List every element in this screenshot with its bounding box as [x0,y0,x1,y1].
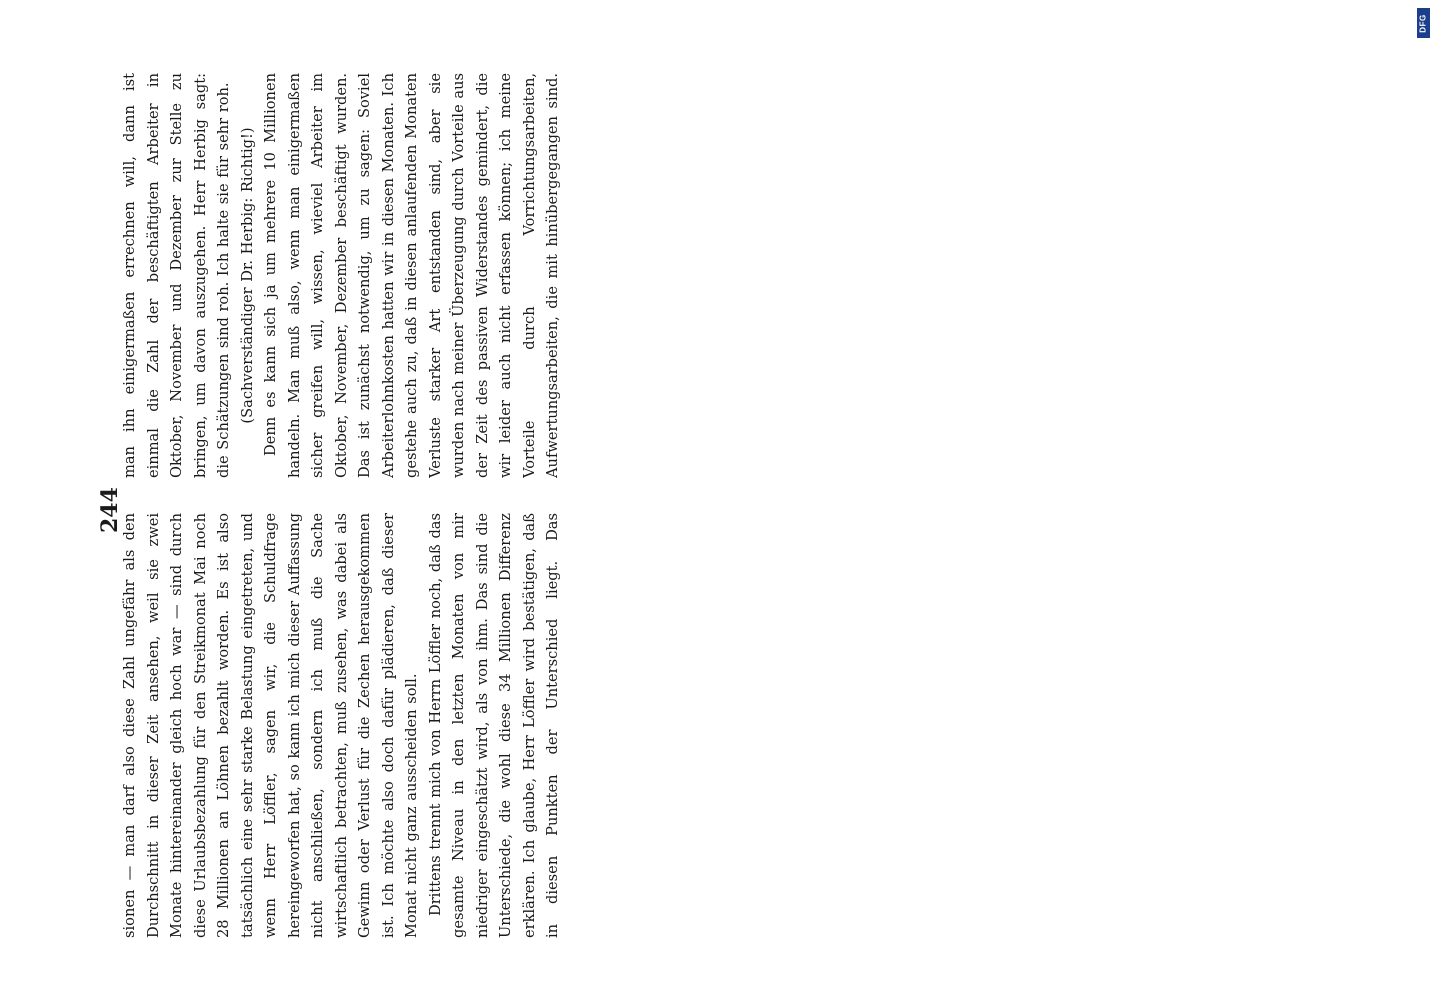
page-number: 244 [97,487,123,533]
dfg-logo [1417,8,1430,38]
left_column-paragraph [118,513,424,938]
right_column-paragraph [236,73,260,478]
paragraph-text: Denn es kann sich ja um mehrere 10 Millionen handeln. Man muß also, wenn man einigermaßen sicher greifen will, wissen, wieviel Arbeiter im Oktober, November, Dezember beschäftigt wurden. Das ist zunächst notwendig, um zu sagen: Soviel Arbeiterlohnkosten hatten wir in diesen Monaten. Ich gestehe auch zu, daß in diesen anlaufenden Monaten Verluste starker Art entstanden sind, aber sie wurden nach meiner Überzeugung durch Vorteile aus der Zeit des passiven Widerstandes gemindert, die wir leider auch nicht erfassen können; ich meine Vorteile durch Vorrichtungsarbeiten, Aufwertungsarbeiten, die mit hinübergegangen sind. [262,73,561,478]
paragraph-text: man ihn einigermaßen errechnen will, dann ist einmal die Zahl der beschäftigten Arbeiter in Oktober, November und Dezember zur Stelle zu bringen, um davon auszugehen. Herr Herbig sagt: die Schätzungen sind roh. Ich halte sie für sehr roh. [121,73,232,478]
paragraph-text: Drittens trennt mich von Herrn Löffler noch, daß das gesamte Niveau in den letzten Monaten von mir niedriger eingeschätzt wird, als von ihm. Das sind die Unterschiede, die wohl diese 34 Millionen Differenz erklären. Ich glaube, Herr Löffler wird bestätigen, daß in diesen Punkten der Unterschied liegt. Das [426,513,561,938]
dfg-logo-text: DFG [1419,13,1429,33]
paragraph-text: sionen — man darf also diese Zahl ungefähr als den Durchschnitt in dieser Zeit ansehen, weil sie zwei Monate hintereinander gleich hoch war — sind durch diese Urlaubsbezahlung für den Streikmonat Mai noch 28 Millionen an Löhnen bezahlt worden. Es ist also tatsächlich eine sehr starke Belastung eingetreten, und wenn Herr Löffler, sagen wir, die Schuldfrage hereingeworfen hat, so kann ich mich dieser Auffassung nicht anschließen, sondern ich muß die Sache wirtschaftlich betrachten, muß zusehen, was dabei als Gewinn oder Verlust für die Zechen herausgekommen ist. Ich möchte also doch dafür plädieren, daß dieser Monat nicht ganz ausscheiden soll. [121,513,420,938]
text-column-left [118,513,568,938]
text-column-right [118,73,568,478]
left_column-paragraph [424,513,569,938]
digitization-credit [1410,0,1434,1000]
right_column-paragraph [118,73,236,478]
right_column-paragraph [259,73,568,478]
paragraph-text: (Sachverständiger Dr. Herbig: Richtig!) [238,127,256,424]
